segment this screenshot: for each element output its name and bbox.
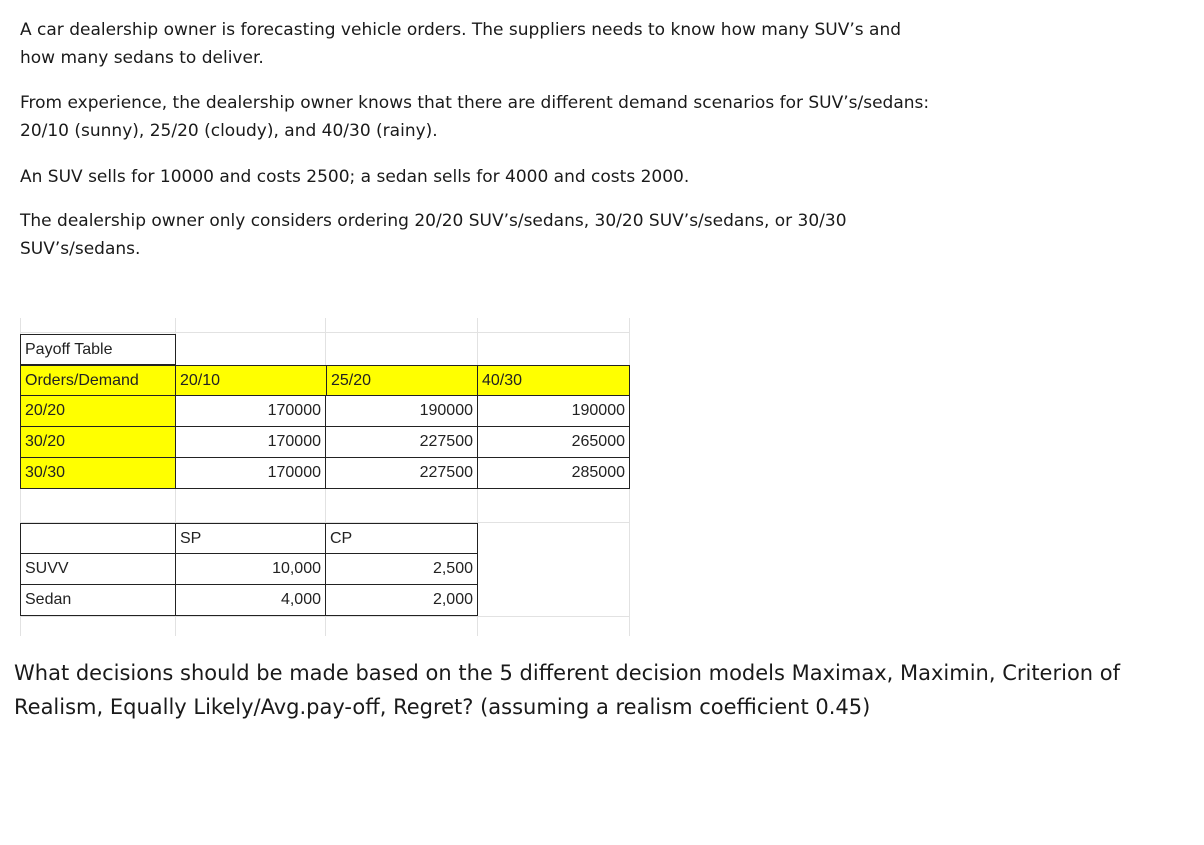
intro-paragraph-3: An SUV sells for 10000 and costs 2500; a sedan sells for 4000 and costs 2000. [20,167,690,187]
payoff-cell: 190000 [326,396,478,427]
price-cell: 10,000 [176,554,326,585]
payoff-table-title: Payoff Table [20,334,176,365]
corner-label: Orders/Demand [20,365,176,396]
payoff-cell: 227500 [326,427,478,458]
spreadsheet-screenshot [20,318,630,636]
price-cell: 2,500 [326,554,478,585]
payoff-cell: 170000 [176,396,326,427]
payoff-cell: 227500 [326,458,478,489]
question-text: What decisions should be made based on the 5 different decision models Maximax, Maximin, Criterion of Realism, Equally Likely/Avg.pay-off, Regret? (assuming a realism coefficient 0.45) [14,661,1121,719]
price-cell: 4,000 [176,585,326,616]
payoff-cell: 170000 [176,427,326,458]
cp-header: CP [326,523,478,554]
price-row-label-1: SUVV [20,554,176,585]
intro-paragraph-1: A car dealership owner is forecasting vehicle orders. The suppliers needs to know how many SUV’s and how many sedans to deliver. [20,20,902,68]
order-label-3: 30/30 [20,458,176,489]
sp-header: SP [176,523,326,554]
demand-header-1: 20/10 [176,365,326,396]
intro-paragraph-2: From experience, the dealership owner knows that there are different demand scenarios for SUV’s/sedans: 20/10 (sunny), 25/20 (cloudy), and 40/30 (rainy). [20,93,930,141]
payoff-cell: 170000 [176,458,326,489]
order-label-1: 20/20 [20,396,176,427]
price-table-corner [20,523,176,554]
demand-header-2: 25/20 [326,365,478,396]
price-row-label-2: Sedan [20,585,176,616]
payoff-cell: 265000 [478,427,630,458]
price-cell: 2,000 [326,585,478,616]
grid-line [20,616,630,617]
demand-header-3: 40/30 [478,365,630,396]
payoff-cell: 285000 [478,458,630,489]
order-label-2: 30/20 [20,427,176,458]
grid-line [20,332,630,333]
payoff-cell: 190000 [478,396,630,427]
intro-paragraph-4: The dealership owner only considers ordering 20/20 SUV’s/sedans, 30/20 SUV’s/sedans, or 30/30 SUV’s/sedans. [20,211,847,259]
